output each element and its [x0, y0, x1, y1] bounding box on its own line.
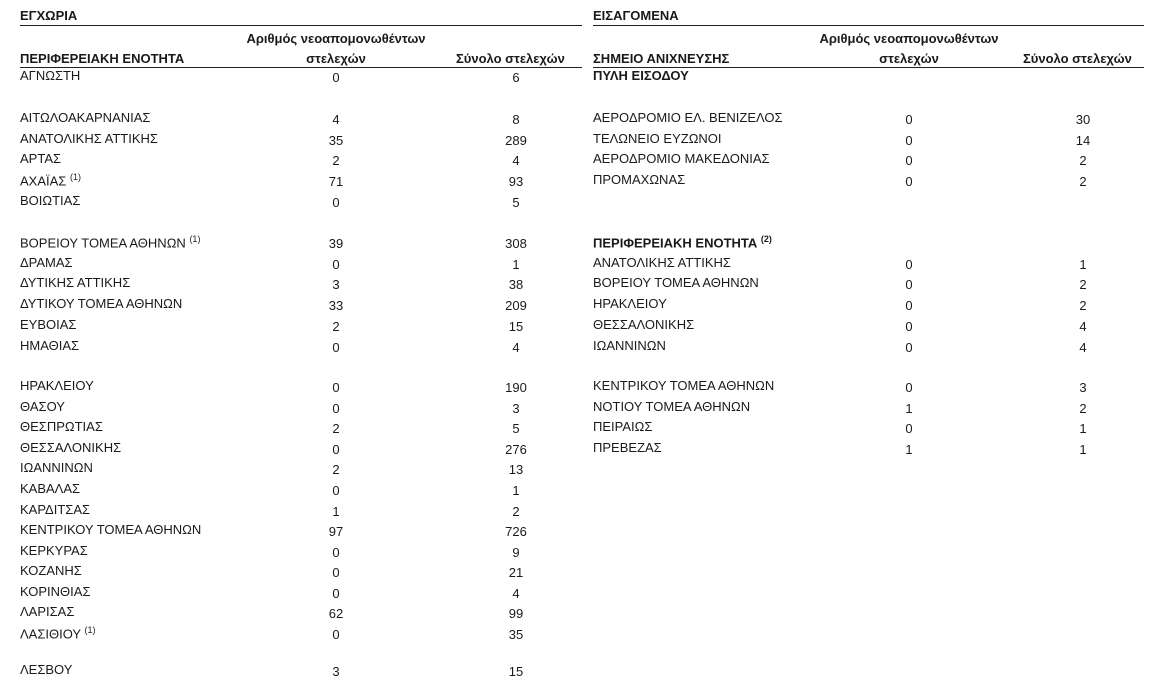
- new-isolates-value: 39: [328, 236, 344, 251]
- total-strains-value: 276: [505, 442, 527, 457]
- row-label: [20, 131, 158, 146]
- table-row: [20, 584, 582, 604]
- row-label: [20, 625, 95, 641]
- table-row: [593, 110, 1144, 130]
- table-row: [20, 440, 582, 460]
- new-isolates-value: 0: [905, 298, 913, 313]
- new-isolates-value: 0: [905, 133, 913, 148]
- row-label: [20, 460, 93, 475]
- new-isolates-value: 0: [332, 627, 340, 642]
- new-isolates-value: 2: [332, 462, 340, 477]
- new-isolates-header-line1: Αριθμός νεοαπομονωθέντων: [246, 31, 426, 46]
- row-name: ΒΟΡΕΙΟΥ ΤΟΜΕΑ ΑΘΗΝΩΝ: [593, 275, 759, 290]
- total-strains-value: 2: [1079, 153, 1087, 168]
- row-name: ΔΥΤΙΚΗΣ ΑΤΤΙΚΗΣ: [20, 275, 131, 290]
- total-strains-value: 5: [512, 421, 520, 436]
- total-strains-value: 2: [1079, 277, 1087, 292]
- row-label: [593, 317, 694, 332]
- row-label: [20, 234, 200, 250]
- row-label: [593, 151, 770, 166]
- table-row: [20, 193, 582, 213]
- row-name: ΘΕΣΠΡΩΤΙΑΣ: [20, 419, 103, 434]
- row-label: [20, 502, 90, 517]
- table-row: [20, 563, 582, 583]
- new-isolates-value: 2: [332, 319, 340, 334]
- title-divider: [593, 25, 1144, 26]
- table-row: [20, 662, 582, 682]
- total-strains-value: 35: [508, 627, 524, 642]
- new-isolates-value: 0: [905, 153, 913, 168]
- table-row: [20, 543, 582, 563]
- row-label: [20, 68, 80, 83]
- row-name: ΙΩΑΝΝΙΝΩΝ: [593, 338, 666, 353]
- row-label: [20, 378, 94, 393]
- row-name: ΘΕΣΣΑΛΟΝΙΚΗΣ: [20, 440, 122, 455]
- new-isolates-value: 71: [328, 174, 344, 189]
- row-label: [20, 275, 130, 290]
- new-isolates-header-line2: στελεχών: [879, 51, 939, 66]
- total-strains-value: 15: [508, 664, 524, 679]
- detection-point-column-header: ΣΗΜΕΙΟ ΑΝΙΧΝΕΥΣΗΣ: [593, 51, 730, 66]
- new-isolates-value: 0: [905, 112, 913, 127]
- table-row: [20, 399, 582, 419]
- table-row: [20, 131, 582, 151]
- total-strains-header: Σύνολο στελεχών: [456, 51, 565, 66]
- row-name: ΑΕΡΟΔΡΟΜΙΟ ΜΑΚΕΔΟΝΙΑΣ: [593, 151, 770, 166]
- new-isolates-value: 2: [332, 421, 340, 436]
- table-row: [20, 110, 582, 130]
- row-name: ΑΡΤΑΣ: [20, 151, 62, 166]
- row-label: [20, 172, 81, 188]
- total-strains-value: 3: [1079, 380, 1087, 395]
- total-strains-value: 38: [508, 277, 524, 292]
- new-isolates-value: 0: [905, 421, 913, 436]
- table-row: [20, 481, 582, 501]
- new-isolates-header-line1: Αριθμός νεοαπομονωθέντων: [819, 31, 999, 46]
- region-subheading-text: [593, 234, 772, 250]
- row-name: ΑΓΝΩΣΤΗ: [20, 68, 81, 83]
- row-label: [593, 419, 652, 434]
- row-label: [593, 275, 759, 290]
- new-isolates-value: 3: [332, 277, 340, 292]
- footnote-marker: (2): [760, 234, 772, 244]
- table-row: [593, 338, 1144, 358]
- title-divider: [20, 25, 582, 26]
- total-strains-value: 15: [508, 319, 524, 334]
- new-isolates-value: 3: [332, 664, 340, 679]
- row-label: [20, 543, 88, 558]
- row-name: ΗΡΑΚΛΕΙΟΥ: [593, 296, 667, 311]
- table-row: [593, 419, 1144, 439]
- new-isolates-value: 4: [332, 112, 340, 127]
- table-row: [593, 172, 1144, 192]
- row-label: [20, 481, 80, 496]
- new-isolates-value: 0: [332, 340, 340, 355]
- table-row: [593, 378, 1144, 398]
- table-row: [593, 317, 1144, 337]
- total-strains-value: 1: [1079, 442, 1087, 457]
- row-name: ΠΡΟΜΑΧΩΝΑΣ: [593, 172, 686, 187]
- total-strains-value: 8: [512, 112, 520, 127]
- total-strains-value: 30: [1075, 112, 1091, 127]
- row-label: [20, 296, 182, 311]
- new-isolates-value: 0: [332, 586, 340, 601]
- table-row: [593, 131, 1144, 151]
- row-name: ΚΕΡΚΥΡΑΣ: [20, 543, 88, 558]
- row-name: ΠΡΕΒΕΖΑΣ: [593, 440, 662, 455]
- row-name: ΑΙΤΩΛΟΑΚΑΡΝΑΝΙΑΣ: [20, 110, 151, 125]
- row-name: ΘΑΣΟΥ: [20, 399, 65, 414]
- new-isolates-value: 0: [332, 195, 340, 210]
- total-strains-value: 5: [512, 195, 520, 210]
- row-label: [593, 296, 667, 311]
- region-subheading: [593, 234, 1144, 254]
- row-label: [593, 255, 731, 270]
- new-isolates-value: 0: [332, 483, 340, 498]
- total-strains-value: 4: [512, 586, 520, 601]
- total-strains-value: 308: [505, 236, 527, 251]
- total-strains-value: 1: [512, 483, 520, 498]
- row-label: [20, 193, 80, 208]
- row-name: ΒΟΡΕΙΟΥ ΤΟΜΕΑ ΑΘΗΝΩΝ: [20, 235, 186, 251]
- new-isolates-value: 0: [905, 340, 913, 355]
- table-row: [593, 296, 1144, 316]
- table-row: [20, 604, 582, 624]
- row-name: ΑΝΑΤΟΛΙΚΗΣ ΑΤΤΙΚΗΣ: [20, 131, 158, 146]
- entry-point-subheading: [593, 68, 1144, 88]
- row-name: ΚΟΡΙΝΘΙΑΣ: [20, 584, 91, 599]
- row-label: [593, 172, 685, 187]
- row-name: ΑΝΑΤΟΛΙΚΗΣ ΑΤΤΙΚΗΣ: [593, 255, 731, 270]
- row-name: ΗΡΑΚΛΕΙΟΥ: [20, 378, 94, 393]
- row-label: [593, 131, 722, 146]
- footnote-marker: (1): [189, 234, 201, 244]
- table-row: [20, 68, 582, 88]
- region-column-header: ΠΕΡΙΦΕΡΕΙΑΚΗ ΕΝΟΤΗΤΑ: [20, 51, 185, 66]
- new-isolates-value: 0: [332, 545, 340, 560]
- table-row: [20, 625, 582, 645]
- row-name: ΚΑΡΔΙΤΣΑΣ: [20, 502, 91, 517]
- total-strains-value: 4: [1079, 340, 1087, 355]
- row-label: [20, 584, 90, 599]
- table-row: [593, 275, 1144, 295]
- row-name: ΚΟΖΑΝΗΣ: [20, 563, 82, 578]
- table-row: [20, 522, 582, 542]
- total-strains-value: 726: [505, 524, 527, 539]
- table-row: [593, 399, 1144, 419]
- row-name: ΔΡΑΜΑΣ: [20, 255, 73, 270]
- footnote-marker: (1): [69, 172, 81, 182]
- row-name: ΒΟΙΩΤΙΑΣ: [20, 193, 81, 208]
- row-name: ΛΑΣΙΘΙΟΥ: [20, 626, 81, 642]
- total-strains-value: 9: [512, 545, 520, 560]
- footnote-marker: (1): [84, 625, 96, 635]
- total-strains-value: 1: [1079, 421, 1087, 436]
- table-row: [20, 378, 582, 398]
- new-isolates-value: 1: [905, 401, 913, 416]
- total-strains-value: 14: [1075, 133, 1091, 148]
- row-name: ΑΧΑΪΑΣ: [20, 173, 67, 189]
- total-strains-value: 190: [505, 380, 527, 395]
- row-name: ΕΥΒΟΙΑΣ: [20, 317, 77, 332]
- row-label: [593, 338, 666, 353]
- row-label: [20, 338, 79, 353]
- table-row: [20, 317, 582, 337]
- new-isolates-value: 33: [328, 298, 344, 313]
- total-strains-value: 3: [512, 401, 520, 416]
- row-name: ΚΑΒΑΛΑΣ: [20, 481, 81, 496]
- total-strains-value: 4: [512, 153, 520, 168]
- table-row: [593, 440, 1144, 460]
- total-strains-value: 289: [505, 133, 527, 148]
- row-label: [20, 399, 65, 414]
- new-isolates-value: 0: [332, 257, 340, 272]
- new-isolates-value: 2: [332, 153, 340, 168]
- row-name: ΔΥΤΙΚΟΥ ΤΟΜΕΑ ΑΘΗΝΩΝ: [20, 296, 183, 311]
- row-name: ΛΑΡΙΣΑΣ: [20, 604, 75, 619]
- row-name: ΑΕΡΟΔΡΟΜΙΟ ΕΛ. ΒΕΝΙΖΕΛΟΣ: [593, 110, 783, 125]
- total-strains-value: 99: [508, 606, 524, 621]
- total-strains-value: 2: [1079, 298, 1087, 313]
- row-label: [20, 151, 61, 166]
- new-isolates-value: 1: [332, 504, 340, 519]
- new-isolates-value: 0: [332, 565, 340, 580]
- table-row: [20, 419, 582, 439]
- table-row: [20, 296, 582, 316]
- total-strains-value: 4: [1079, 319, 1087, 334]
- new-isolates-value: 97: [328, 524, 344, 539]
- table-row: [20, 172, 582, 192]
- table-row: [20, 460, 582, 480]
- row-label: [593, 378, 774, 393]
- new-isolates-value: 0: [905, 174, 913, 189]
- row-name: ΛΕΣΒΟΥ: [20, 662, 73, 677]
- table-row: [20, 255, 582, 275]
- region-subheading-label: ΠΕΡΙΦΕΡΕΙΑΚΗ ΕΝΟΤΗΤΑ: [593, 235, 758, 251]
- table-row: [593, 151, 1144, 171]
- total-strains-value: 93: [508, 174, 524, 189]
- row-label: [20, 604, 74, 619]
- row-name: ΚΕΝΤΡΙΚΟΥ ΤΟΜΕΑ ΑΘΗΝΩΝ: [20, 522, 202, 537]
- total-strains-value: 209: [505, 298, 527, 313]
- total-strains-value: 4: [512, 340, 520, 355]
- entry-point-subheading-label: ΠΥΛΗ ΕΙΣΟΔΟΥ: [593, 68, 689, 83]
- table-row: [20, 275, 582, 295]
- row-name: ΚΕΝΤΡΙΚΟΥ ΤΟΜΕΑ ΑΘΗΝΩΝ: [593, 378, 775, 393]
- new-isolates-value: 0: [905, 319, 913, 334]
- domestic-section-title: ΕΓΧΩΡΙΑ: [20, 8, 78, 23]
- new-isolates-value: 62: [328, 606, 344, 621]
- row-name: ΤΕΛΩΝΕΙΟ ΕΥΖΩΝΟΙ: [593, 131, 722, 146]
- new-isolates-value: 1: [905, 442, 913, 457]
- table-row: [593, 255, 1144, 275]
- row-label: [20, 317, 76, 332]
- total-strains-value: 6: [512, 70, 520, 85]
- row-label: [593, 440, 662, 455]
- total-strains-value: 2: [1079, 174, 1087, 189]
- new-isolates-header-line2: στελεχών: [306, 51, 366, 66]
- row-name: ΙΩΑΝΝΙΝΩΝ: [20, 460, 93, 475]
- row-name: ΠΕΙΡΑΙΩΣ: [593, 419, 653, 434]
- row-label: [20, 563, 82, 578]
- new-isolates-value: 0: [332, 442, 340, 457]
- total-strains-value: 13: [508, 462, 524, 477]
- row-label: [20, 440, 121, 455]
- row-name: ΗΜΑΘΙΑΣ: [20, 338, 80, 353]
- row-name: ΝΟΤΙΟΥ ΤΟΜΕΑ ΑΘΗΝΩΝ: [593, 399, 751, 414]
- total-strains-header: Σύνολο στελεχών: [1023, 51, 1132, 66]
- row-label: [20, 110, 150, 125]
- total-strains-value: 21: [508, 565, 524, 580]
- row-label: [20, 522, 201, 537]
- row-label: [20, 419, 103, 434]
- total-strains-value: 1: [512, 257, 520, 272]
- total-strains-value: 1: [1079, 257, 1087, 272]
- table-row: [20, 338, 582, 358]
- new-isolates-value: 0: [905, 380, 913, 395]
- total-strains-value: 2: [512, 504, 520, 519]
- total-strains-value: 2: [1079, 401, 1087, 416]
- new-isolates-value: 35: [328, 133, 344, 148]
- row-name: ΘΕΣΣΑΛΟΝΙΚΗΣ: [593, 317, 695, 332]
- table-row: [20, 234, 582, 254]
- new-isolates-value: 0: [905, 277, 913, 292]
- new-isolates-value: 0: [332, 70, 340, 85]
- row-label: [593, 399, 750, 414]
- row-label: [593, 110, 783, 125]
- new-isolates-value: 0: [332, 380, 340, 395]
- row-label: [20, 255, 73, 270]
- new-isolates-value: 0: [332, 401, 340, 416]
- new-isolates-value: 0: [905, 257, 913, 272]
- table-row: [20, 502, 582, 522]
- table-row: [20, 151, 582, 171]
- imported-section-title: ΕΙΣΑΓΟΜΕΝΑ: [593, 8, 679, 23]
